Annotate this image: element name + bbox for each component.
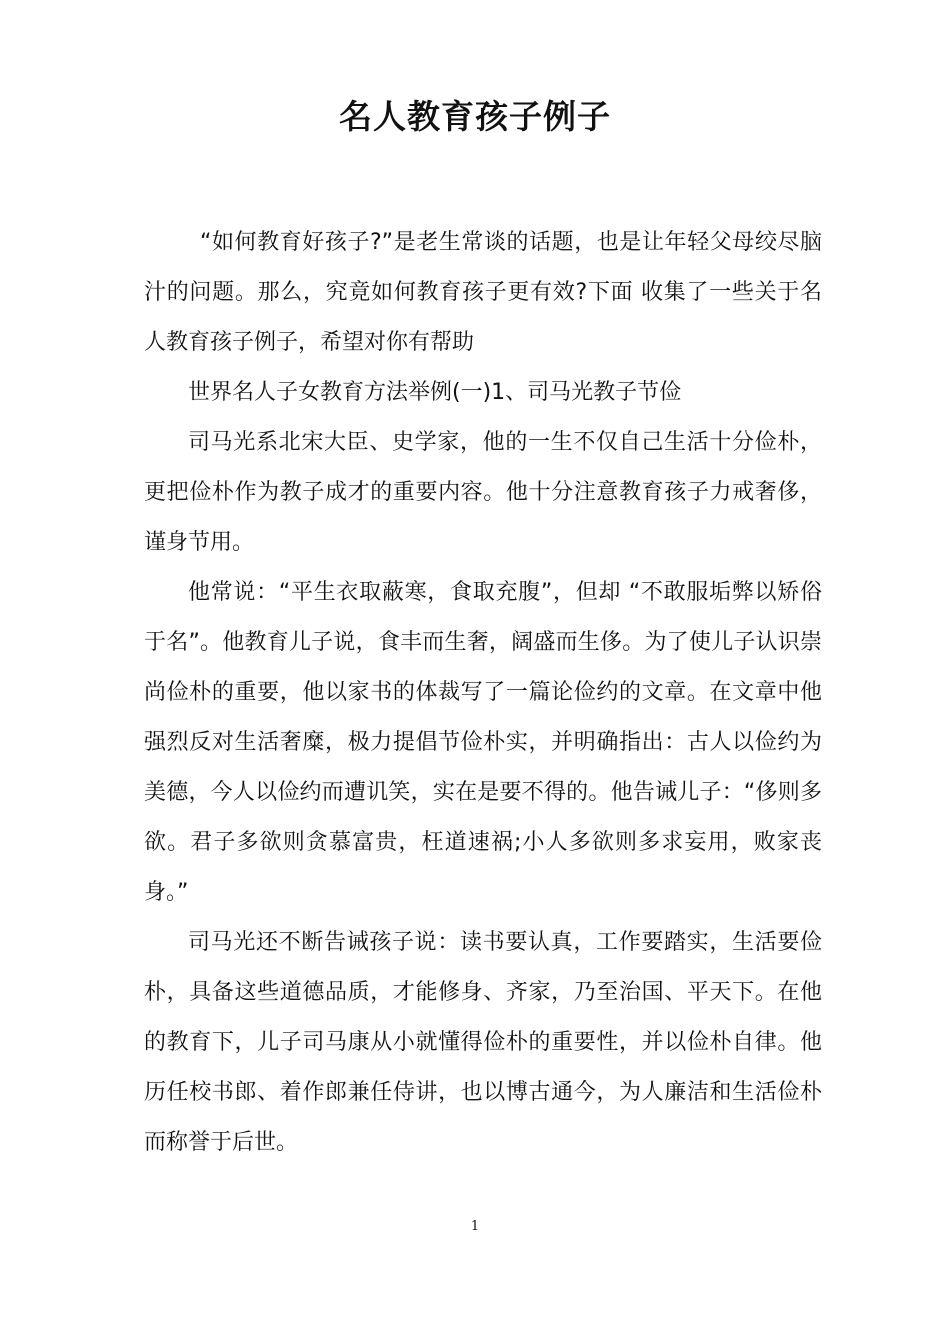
document-title: 名人教育孩子例子 [339,97,611,136]
paragraph-sima-guang-teaching: 司马光还不断告诫孩子说：读书要认真，工作要踏实，生活要俭朴，具备这些道德品质，才能修身、齐家，乃至治国、平天下。在他的教育下，儿子司马康从小就懂得俭朴的重要性，并以俭朴自律。他历任校书郎、着作郎兼任侍讲，也以博古通今，为人廉洁和生活俭朴而称誉于后世。 [144,930,822,1155]
page-number: 1 [470,1219,480,1234]
paragraph-section-heading: 世界名人子女教育方法举例(一)1、司马光教子节俭 [188,380,682,405]
paragraph-sima-guang-quote: 他常说：“平生衣取蔽寒，食取充腹”，但却 “不敢服垢弊以矫俗于名”。他教育儿子说，食丰而生奢，阔盛而生侈。为了使儿子认识崇尚俭朴的重要，他以家书的体裁写了一篇论俭约的文章。在文章中他强烈反对生活奢糜，极力提倡节俭朴实，并明确指出：古人以俭约为美德，今人以俭约而遭讥笑，实在是要不得的。他告诫儿子：“侈则多欲。君子多欲则贪慕富贵，枉道速祸;小人多欲则多求妄用，败家丧身。” [144,580,822,905]
paragraph-intro: “如何教育好孩子?”是老生常谈的话题，也是让年轻父母绞尽脑汁的问题。那么，究竟如何教育孩子更有效?下面 收集了一些关于名人教育孩子例子，希望对你有帮助 [144,230,822,355]
paragraph-sima-guang-bio: 司马光系北宋大臣、史学家，他的一生不仅自己生活十分俭朴，更把俭朴作为教子成才的重要内容。他十分注意教育孩子力戒奢侈，谨身节用。 [144,430,822,555]
document-body [144,218,822,1168]
